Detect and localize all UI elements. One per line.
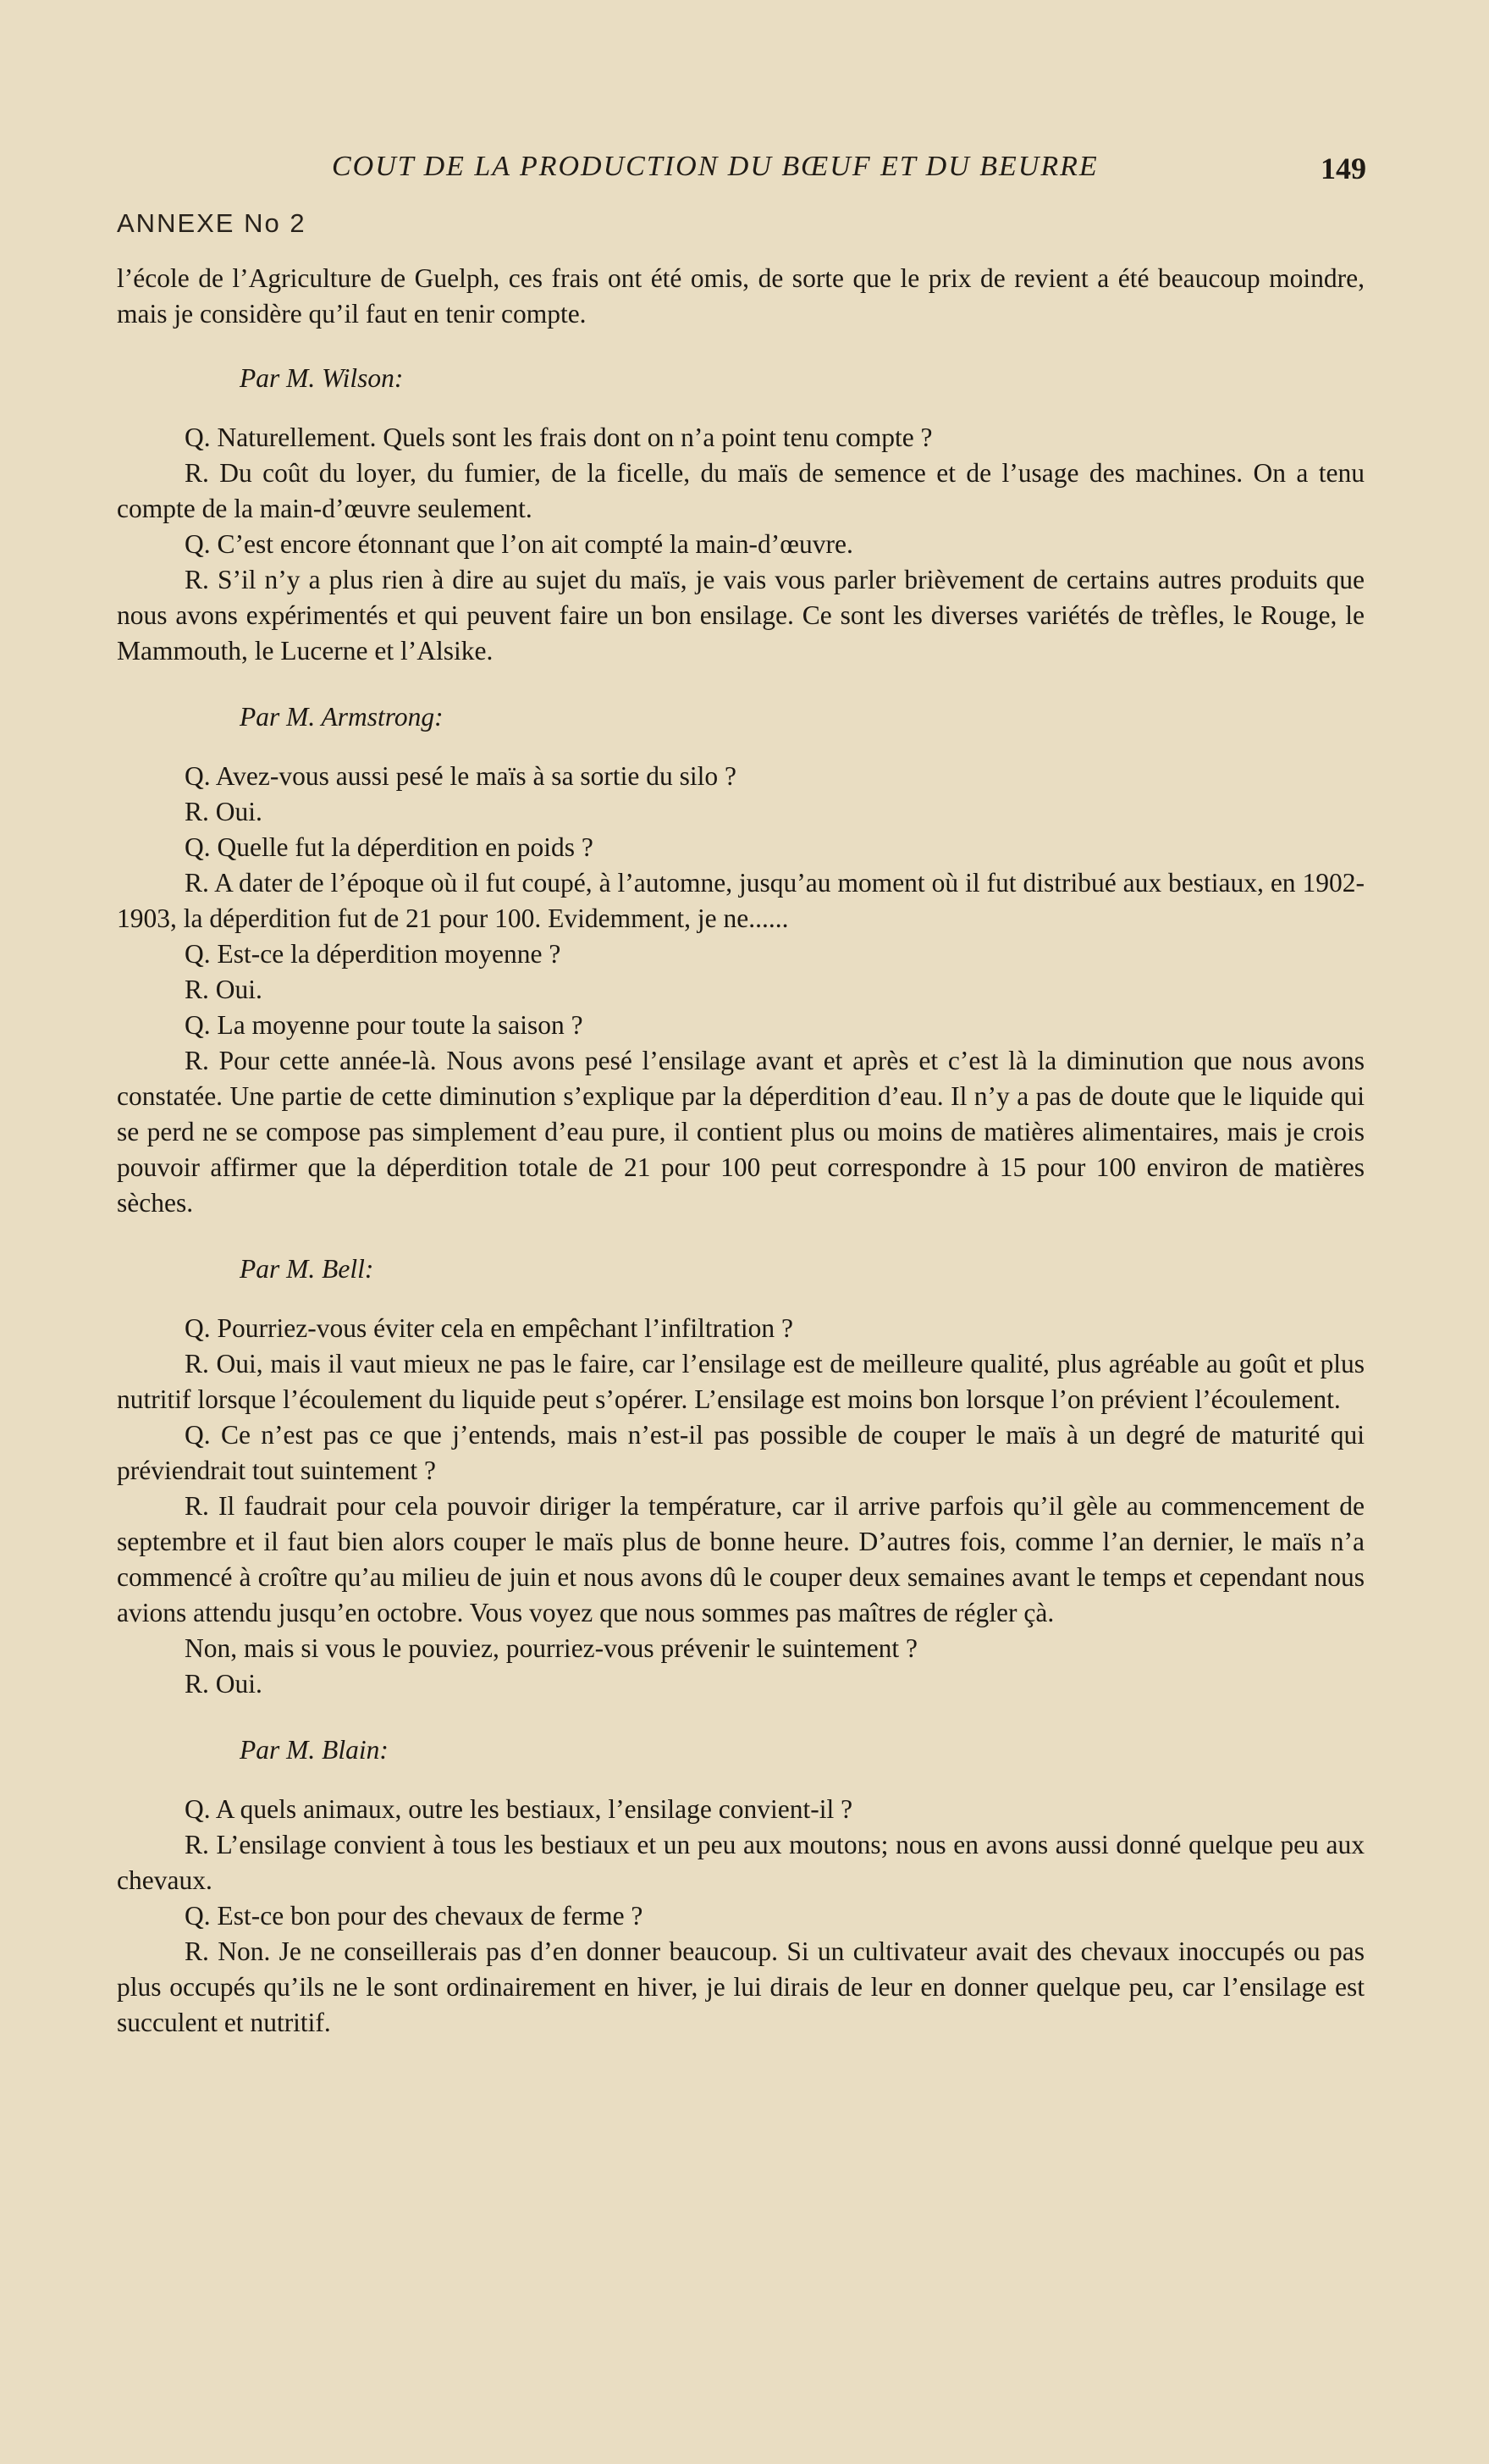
dialogue-line: Non, mais si vous le pouviez, pourriez-vous prévenir le suintement ? [185, 1633, 918, 1663]
dialogue-line: Q. Pourriez-vous éviter cela en empêchant l’infiltration ? [185, 1313, 793, 1343]
speaker-heading: Par M. Bell: [240, 1254, 374, 1284]
dialogue-line: R. Oui. [185, 1669, 262, 1699]
dialogue-line: Q. Naturellement. Quels sont les frais dont on n’a point tenu compte ? [185, 423, 933, 452]
dialogue-line: R. Oui, mais il vaut mieux ne pas le faire, car l’ensilage est de meilleure qualité, plus agréable au goût et plus nutritif lorsque l’écoulement du liquide peut s’opérer. L’ensilage est moins bon lorsque l’on prévient l’écoulement. [117, 1349, 1365, 1414]
speaker-heading: Par M. Blain: [240, 1735, 389, 1765]
dialogue-line: Q. Est-ce la déperdition moyenne ? [185, 939, 561, 969]
dialogue-line: R. Oui. [185, 797, 262, 826]
dialogue-line: Q. La moyenne pour toute la saison ? [185, 1010, 583, 1040]
speaker-heading: Par M. Wilson: [240, 363, 404, 393]
dialogue-line: Q. A quels animaux, outre les bestiaux, l’ensilage convient-il ? [185, 1794, 853, 1824]
dialogue-line: Q. Avez-vous aussi pesé le maïs à sa sortie du silo ? [185, 761, 737, 791]
running-header [0, 151, 1489, 193]
dialogue-line: R. Il faudrait pour cela pouvoir diriger la température, car il arrive parfois qu’il gèle au commencement de septembre et il faut bien alors couper le maïs plus de bonne heure. D’autres fois, comme l’an dernier, le maïs n’a commencé à croître qu’au milieu de juin et nous avons dû le couper deux semaines avant le temps et cependant nous avions attendu jusqu’en octobre. Vous voyez que nous sommes pas maîtres de régler çà. [117, 1491, 1365, 1627]
running-title: COUT DE LA PRODUCTION DU BŒUF ET DU BEURRE [332, 151, 1099, 182]
dialogue-line: R. Non. Je ne conseillerais pas d’en donner beaucoup. Si un cultivateur avait des chevaux inoccupés ou pas plus occupés qu’ils ne le sont ordinairement en hiver, je lui dirais de leur en donner quelque peu, car l’ensilage est succulent et nutritif. [117, 1936, 1365, 2037]
dialogue-line: Q. Ce n’est pas ce que j’entends, mais n’est-il pas possible de couper le maïs à un degré de maturité qui préviendrait tout suintement ? [117, 1420, 1365, 1485]
page-number: 149 [1321, 152, 1366, 185]
dialogue-line: R. S’il n’y a plus rien à dire au sujet du maïs, je vais vous parler brièvement de certains autres produits que nous avons expérimentés et qui peuvent faire un bon ensilage. Ce sont les diverses variétés de trèfles, le Rouge, le Mammouth, le Lucerne et l’Alsike. [117, 565, 1365, 666]
dialogue-line: Q. C’est encore étonnant que l’on ait compté la main-d’œuvre. [185, 529, 853, 559]
paragraph: l’école de l’Agriculture de Guelph, ces frais ont été omis, de sorte que le prix de revient a été beaucoup moindre, mais je considère qu’il faut en tenir compte. [117, 263, 1365, 329]
dialogue-line: R. Pour cette année-là. Nous avons pesé l’ensilage avant et après et c’est là la diminution que nous avons constatée. Une partie de cette diminution s’explique par la déperdition d’eau. Il n’y a pas de doute que le liquide qui se perd ne se compose pas simplement d’eau pure, il contient plus ou moins de matières alimentaires, mais je crois pouvoir affirmer que la déperdition totale de 21 pour 100 peut correspondre à 15 pour 100 environ de matières sèches. [117, 1046, 1365, 1218]
dialogue-line: Q. Est-ce bon pour des chevaux de ferme ? [185, 1901, 643, 1931]
dialogue-line: R. L’ensilage convient à tous les bestiaux et un peu aux moutons; nous en avons aussi donné quelque peu aux chevaux. [117, 1830, 1365, 1895]
dialogue-line: R. A dater de l’époque où il fut coupé, à l’automne, jusqu’au moment où il fut distribué aux bestiaux, en 1902-1903, la déperdition fut de 21 pour 100. Evidemment, je ne...... [117, 868, 1365, 933]
annex-label: ANNEXE No 2 [117, 208, 306, 238]
dialogue-line: Q. Quelle fut la déperdition en poids ? [185, 832, 593, 862]
speaker-heading: Par M. Armstrong: [240, 702, 444, 732]
dialogue-line: R. Du coût du loyer, du fumier, de la ficelle, du maïs de semence et de l’usage des machines. On a tenu compte de la main-d’œuvre seulement. [117, 458, 1365, 523]
dialogue-line: R. Oui. [185, 975, 262, 1004]
document-body [117, 261, 1365, 2041]
